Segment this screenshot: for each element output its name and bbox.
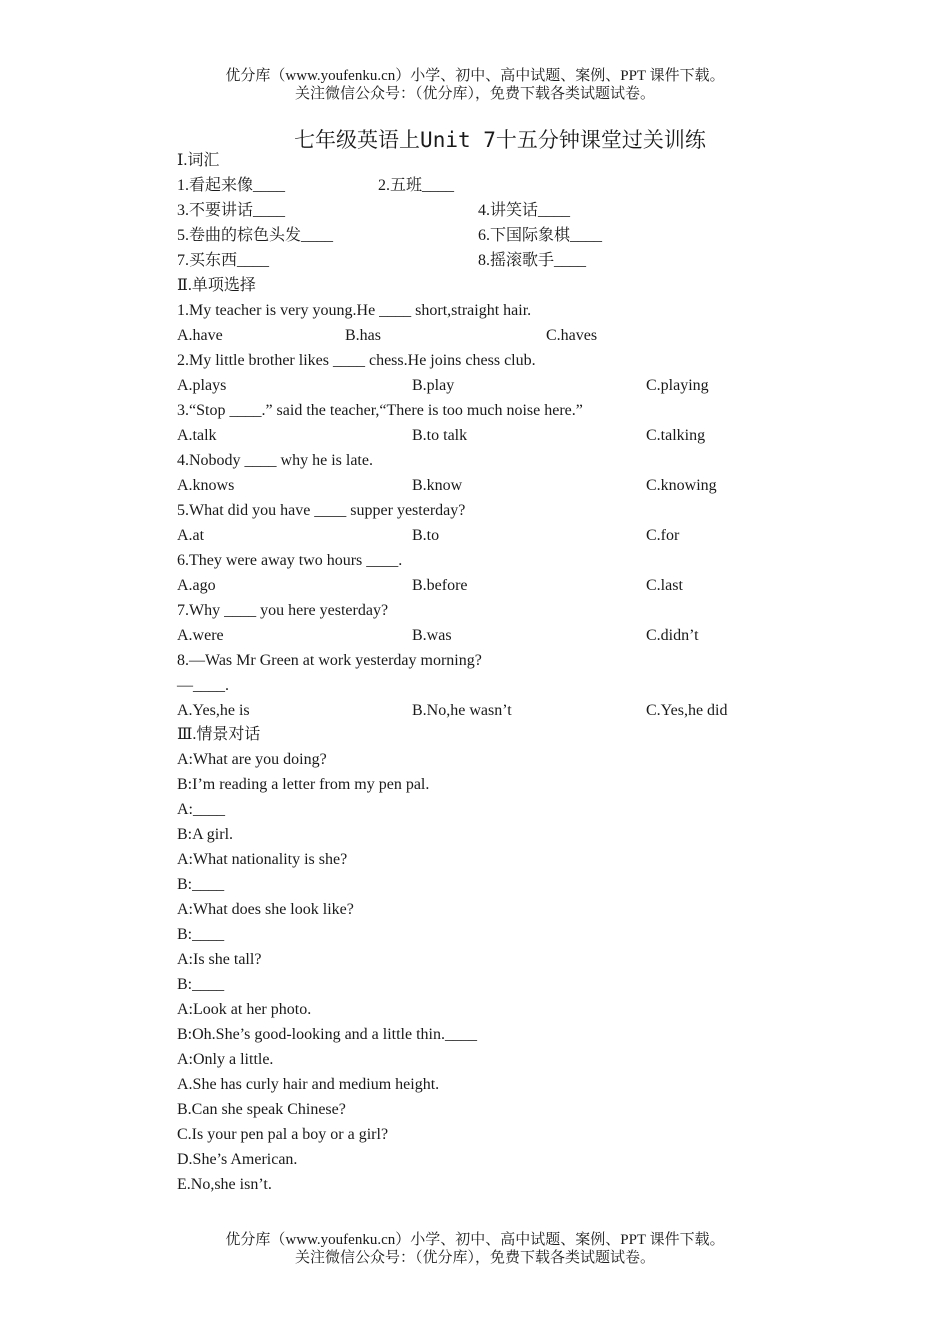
question-3: 3.“Stop ____.” said the teacher,“There is too much noise here.” (177, 402, 583, 419)
dialogue-line: A:What are you doing? (177, 751, 327, 768)
q4-option-c: C.knowing (646, 477, 717, 494)
answer-option: C.Is your pen pal a boy or a girl? (177, 1126, 389, 1143)
question-1: 1.My teacher is very young.He ____ short,straight hair. (177, 302, 532, 319)
q1-option-b: B.has (345, 327, 381, 344)
q2-option-a: A.plays (177, 377, 227, 394)
vocab-item-4: 4.讲笑话____ (478, 202, 571, 219)
question-4: 4.Nobody ____ why he is late. (177, 452, 373, 469)
q8-option-a: A.Yes,he is (177, 702, 250, 719)
answer-option: A.She has curly hair and medium height. (177, 1076, 440, 1093)
dialogue-line: B:____ (177, 976, 225, 993)
header-line-1: 优分库（www.youfenku.cn）小学、初中、高中试题、案例、PPT 课件下载。 (225, 68, 725, 84)
dialogue-line: B:I’m reading a letter from my pen pal. (177, 776, 430, 793)
dialogue-line: B:____ (177, 876, 225, 893)
dialogue-line: B:Oh.She’s good-looking and a little thin.____ (177, 1026, 477, 1043)
dialogue-line: B:A girl. (177, 826, 234, 843)
q6-option-c: C.last (646, 577, 683, 594)
footer-line-1: 优分库（www.youfenku.cn）小学、初中、高中试题、案例、PPT 课件下载。 (225, 1232, 725, 1248)
question-8-reply: —____. (177, 677, 229, 694)
dialogue-line: A:What nationality is she? (177, 851, 348, 868)
question-5: 5.What did you have ____ supper yesterday? (177, 502, 466, 519)
q8-option-c: C.Yes,he did (646, 702, 728, 719)
q7-option-a: A.were (177, 627, 224, 644)
answer-option: E.No,she isn’t. (177, 1176, 272, 1193)
question-6: 6.They were away two hours ____. (177, 552, 403, 569)
q5-option-a: A.at (177, 527, 205, 544)
q4-option-b: B.know (412, 477, 463, 494)
q5-option-c: C.for (646, 527, 680, 544)
question-8: 8.—Was Mr Green at work yesterday morning? (177, 652, 482, 669)
header-line-2: 关注微信公众号：（优分库），免费下载各类试题试卷。 (294, 86, 655, 102)
answer-option: D.She’s American. (177, 1151, 298, 1168)
q8-option-b: B.No,he wasn’t (412, 702, 512, 719)
footer-line-2: 关注微信公众号：（优分库），免费下载各类试题试卷。 (294, 1250, 655, 1266)
section1-heading: Ⅰ.词汇 (177, 152, 220, 169)
dialogue-line: A:What does she look like? (177, 901, 354, 918)
dialogue-line: B:____ (177, 926, 225, 943)
section2-heading: Ⅱ.单项选择 (177, 277, 256, 294)
q6-option-b: B.before (412, 577, 468, 594)
vocab-item-5: 5.卷曲的棕色头发____ (177, 227, 334, 244)
vocab-item-6: 6.下国际象棋____ (478, 227, 603, 244)
vocab-item-1: 1.看起来像____ (177, 177, 286, 194)
q3-option-b: B.to talk (412, 427, 468, 444)
vocab-item-3: 3.不要讲话____ (177, 202, 286, 219)
vocab-item-7: 7.买东西____ (177, 252, 270, 269)
q3-option-c: C.talking (646, 427, 706, 444)
answer-option: B.Can she speak Chinese? (177, 1101, 346, 1118)
q1-option-c: C.haves (546, 327, 598, 344)
vocab-item-8: 8.摇滚歌手____ (478, 252, 587, 269)
q2-option-c: C.playing (646, 377, 709, 394)
dialogue-line: A:____ (177, 801, 225, 818)
q1-option-a: A.have (177, 327, 223, 344)
q5-option-b: B.to (412, 527, 440, 544)
q4-option-a: A.knows (177, 477, 235, 494)
page-title: 七年级英语上Unit 7十五分钟课堂过关训练 (294, 128, 706, 152)
question-2: 2.My little brother likes ____ chess.He joins chess club. (177, 352, 536, 369)
dialogue-line: A:Is she tall? (177, 951, 262, 968)
q3-option-a: A.talk (177, 427, 217, 444)
section3-heading: Ⅲ.情景对话 (177, 726, 261, 743)
q7-option-b: B.was (412, 627, 452, 644)
q6-option-a: A.ago (177, 577, 216, 594)
dialogue-line: A:Only a little. (177, 1051, 274, 1068)
dialogue-line: A:Look at her photo. (177, 1001, 312, 1018)
q2-option-b: B.play (412, 377, 455, 394)
q7-option-c: C.didn’t (646, 627, 699, 644)
question-7: 7.Why ____ you here yesterday? (177, 602, 389, 619)
vocab-item-2: 2.五班____ (378, 177, 455, 194)
